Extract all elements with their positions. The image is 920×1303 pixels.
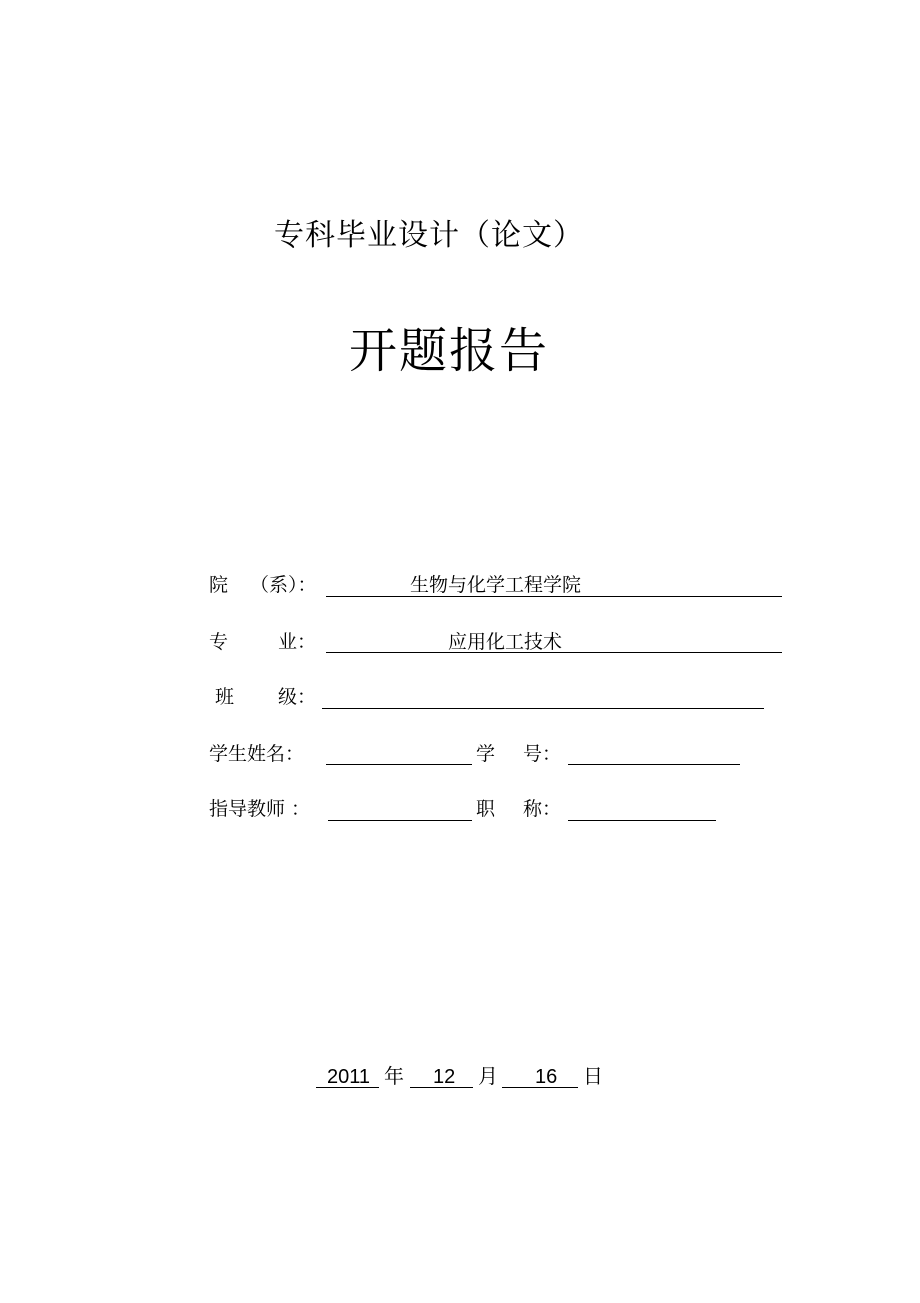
department-label-a: 院: [209, 574, 229, 596]
student-id-underline: [568, 764, 740, 765]
class-label-b: 级：: [278, 686, 317, 708]
major-value: 应用化工技术: [448, 631, 563, 653]
class-underline: [322, 708, 764, 709]
title-rank-underline: [568, 820, 716, 821]
day-value: 16: [535, 1066, 558, 1088]
major-label-b: 业：: [278, 631, 317, 653]
title-rank-label-b: 称：: [523, 798, 562, 820]
department-label-b: （系）：: [250, 574, 317, 596]
advisor-underline: [328, 820, 472, 821]
department-underline: [326, 596, 782, 597]
month-unit: 月: [478, 1064, 498, 1088]
year-unit: 年: [384, 1064, 404, 1088]
student-id-label-a: 学: [476, 743, 496, 765]
advisor-label: 指导教师 ：: [209, 798, 311, 820]
document-subtitle: 专科毕业设计（论文）: [274, 218, 584, 253]
month-value: 12: [433, 1066, 456, 1088]
document-title: 开题报告: [349, 323, 550, 379]
student-name-label: 学生姓名：: [209, 743, 305, 765]
year-value: 2011: [327, 1066, 371, 1088]
department-value: 生物与化学工程学院: [410, 574, 582, 596]
student-name-underline: [326, 764, 472, 765]
student-id-label-b: 号：: [523, 743, 562, 765]
major-label-a: 专: [209, 631, 229, 653]
major-underline: [326, 652, 782, 653]
day-unit: 日: [583, 1064, 603, 1088]
title-rank-label-a: 职: [476, 798, 496, 820]
class-label-a: 班: [215, 686, 235, 708]
